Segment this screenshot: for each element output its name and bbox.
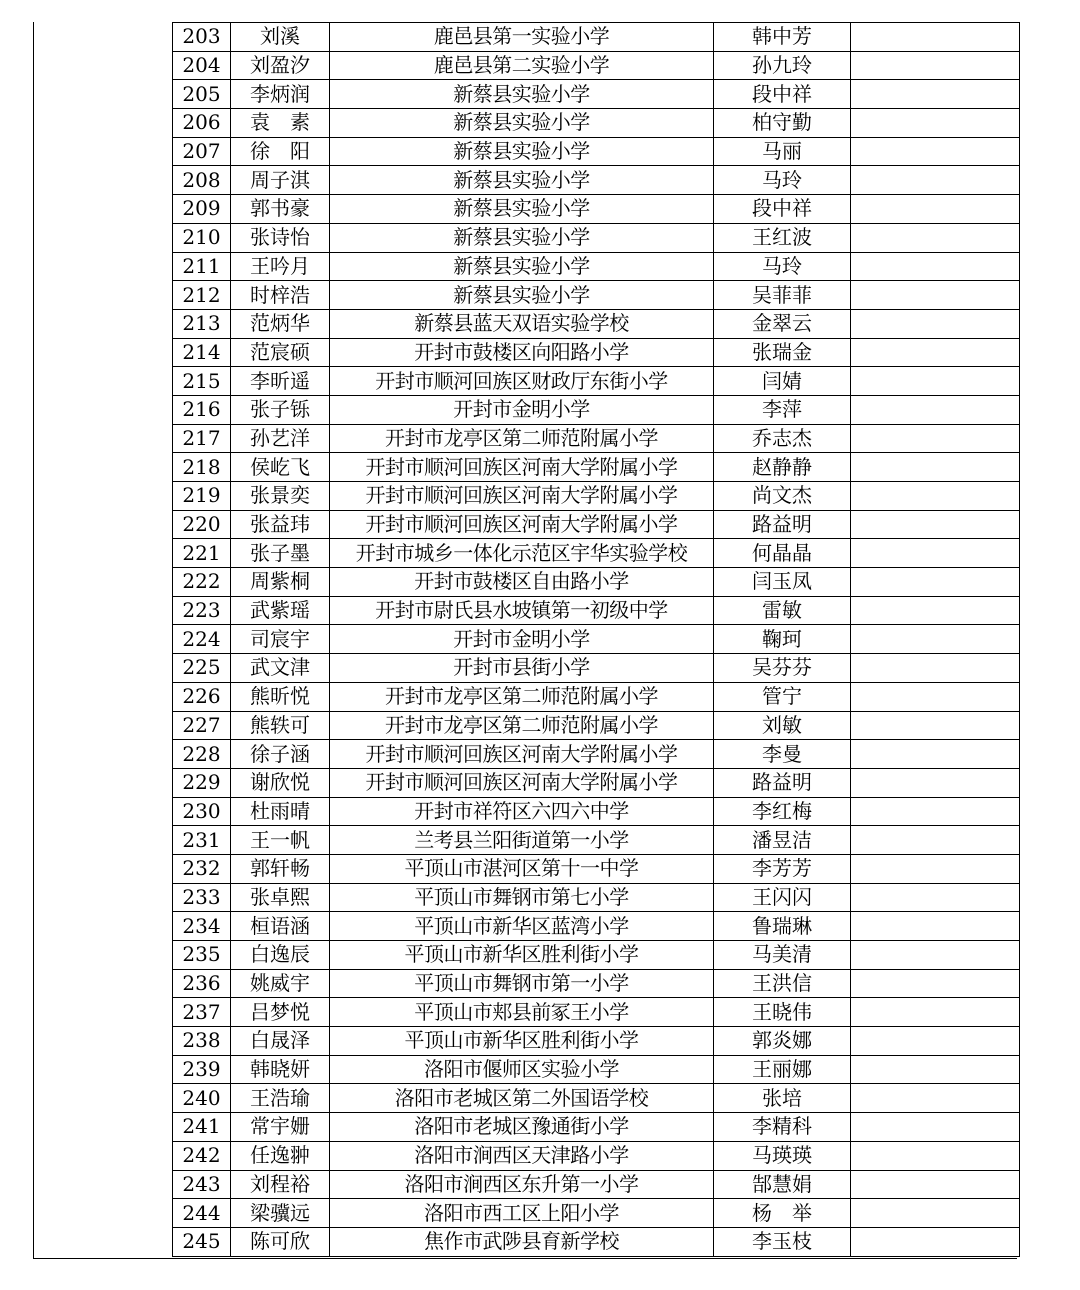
teacher-name: 王闪闪 bbox=[714, 883, 851, 912]
school-name: 鹿邑县第二实验小学 bbox=[330, 51, 714, 80]
table-row bbox=[173, 367, 1020, 396]
award-roster-table bbox=[172, 22, 1020, 1257]
student-name: 郭书豪 bbox=[231, 195, 330, 224]
school-name: 开封市顺河回族区河南大学附属小学 bbox=[330, 510, 714, 539]
student-name: 陈可欣 bbox=[231, 1227, 330, 1256]
table-row bbox=[173, 252, 1020, 281]
school-name: 洛阳市西工区上阳小学 bbox=[330, 1199, 714, 1228]
table-row bbox=[173, 453, 1020, 482]
row-number: 217 bbox=[173, 424, 231, 453]
row-number: 233 bbox=[173, 883, 231, 912]
table-row bbox=[173, 654, 1020, 683]
teacher-name: 尚文杰 bbox=[714, 482, 851, 511]
school-name: 平顶山市新华区胜利街小学 bbox=[330, 941, 714, 970]
empty-cell bbox=[851, 252, 1020, 281]
school-name: 开封市龙亭区第二师范附属小学 bbox=[330, 711, 714, 740]
table-row bbox=[173, 625, 1020, 654]
student-name: 王浩瑜 bbox=[231, 1084, 330, 1113]
teacher-name: 潘昱洁 bbox=[714, 826, 851, 855]
teacher-name: 王红波 bbox=[714, 223, 851, 252]
school-name: 开封市顺河回族区财政厅东街小学 bbox=[330, 367, 714, 396]
teacher-name: 郭炎娜 bbox=[714, 1027, 851, 1056]
school-name: 新蔡县实验小学 bbox=[330, 252, 714, 281]
roster-body bbox=[173, 23, 1020, 1257]
school-name: 新蔡县蓝天双语实验学校 bbox=[330, 309, 714, 338]
empty-cell bbox=[851, 883, 1020, 912]
teacher-name: 马玲 bbox=[714, 166, 851, 195]
student-name: 李昕遥 bbox=[231, 367, 330, 396]
table-row bbox=[173, 1199, 1020, 1228]
empty-cell bbox=[851, 826, 1020, 855]
empty-cell bbox=[851, 223, 1020, 252]
student-name: 姚威宇 bbox=[231, 969, 330, 998]
school-name: 开封市鼓楼区向阳路小学 bbox=[330, 338, 714, 367]
teacher-name: 鞠珂 bbox=[714, 625, 851, 654]
school-name: 开封市顺河回族区河南大学附属小学 bbox=[330, 740, 714, 769]
teacher-name: 段中祥 bbox=[714, 195, 851, 224]
empty-cell bbox=[851, 109, 1020, 138]
student-name: 韩晓妍 bbox=[231, 1055, 330, 1084]
teacher-name: 王丽娜 bbox=[714, 1055, 851, 1084]
row-number: 230 bbox=[173, 797, 231, 826]
table-row bbox=[173, 797, 1020, 826]
teacher-name: 郜慧娟 bbox=[714, 1170, 851, 1199]
table-row bbox=[173, 395, 1020, 424]
empty-cell bbox=[851, 453, 1020, 482]
school-name: 新蔡县实验小学 bbox=[330, 166, 714, 195]
school-name: 开封市龙亭区第二师范附属小学 bbox=[330, 682, 714, 711]
table-row bbox=[173, 826, 1020, 855]
teacher-name: 李芳芳 bbox=[714, 854, 851, 883]
school-name: 平顶山市新华区蓝湾小学 bbox=[330, 912, 714, 941]
school-name: 平顶山市舞钢市第七小学 bbox=[330, 883, 714, 912]
table-row bbox=[173, 195, 1020, 224]
row-number: 221 bbox=[173, 539, 231, 568]
bottom-rule bbox=[33, 1258, 1017, 1259]
table-row bbox=[173, 338, 1020, 367]
school-name: 洛阳市老城区豫通街小学 bbox=[330, 1113, 714, 1142]
school-name: 开封市县街小学 bbox=[330, 654, 714, 683]
table-row bbox=[173, 1084, 1020, 1113]
teacher-name: 吴芬芬 bbox=[714, 654, 851, 683]
student-name: 张子墨 bbox=[231, 539, 330, 568]
school-name: 新蔡县实验小学 bbox=[330, 80, 714, 109]
row-number: 223 bbox=[173, 596, 231, 625]
teacher-name: 李玉枝 bbox=[714, 1227, 851, 1256]
teacher-name: 李萍 bbox=[714, 395, 851, 424]
student-name: 周子淇 bbox=[231, 166, 330, 195]
teacher-name: 王晓伟 bbox=[714, 998, 851, 1027]
table-row bbox=[173, 1141, 1020, 1170]
row-number: 242 bbox=[173, 1141, 231, 1170]
table-row bbox=[173, 80, 1020, 109]
empty-cell bbox=[851, 1113, 1020, 1142]
student-name: 熊轶可 bbox=[231, 711, 330, 740]
table-row bbox=[173, 1055, 1020, 1084]
left-margin-rule bbox=[33, 22, 34, 1258]
table-row bbox=[173, 912, 1020, 941]
row-number: 211 bbox=[173, 252, 231, 281]
row-number: 220 bbox=[173, 510, 231, 539]
empty-cell bbox=[851, 854, 1020, 883]
table-row bbox=[173, 223, 1020, 252]
empty-cell bbox=[851, 510, 1020, 539]
row-number: 243 bbox=[173, 1170, 231, 1199]
empty-cell bbox=[851, 596, 1020, 625]
row-number: 212 bbox=[173, 281, 231, 310]
school-name: 鹿邑县第一实验小学 bbox=[330, 23, 714, 52]
row-number: 205 bbox=[173, 80, 231, 109]
teacher-name: 王洪信 bbox=[714, 969, 851, 998]
empty-cell bbox=[851, 482, 1020, 511]
school-name: 洛阳市老城区第二外国语学校 bbox=[330, 1084, 714, 1113]
teacher-name: 段中祥 bbox=[714, 80, 851, 109]
row-number: 229 bbox=[173, 768, 231, 797]
teacher-name: 乔志杰 bbox=[714, 424, 851, 453]
school-name: 平顶山市舞钢市第一小学 bbox=[330, 969, 714, 998]
teacher-name: 李精科 bbox=[714, 1113, 851, 1142]
row-number: 204 bbox=[173, 51, 231, 80]
school-name: 洛阳市偃师区实验小学 bbox=[330, 1055, 714, 1084]
row-number: 234 bbox=[173, 912, 231, 941]
student-name: 徐 阳 bbox=[231, 137, 330, 166]
row-number: 210 bbox=[173, 223, 231, 252]
school-name: 开封市金明小学 bbox=[330, 625, 714, 654]
student-name: 郭轩畅 bbox=[231, 854, 330, 883]
table-row bbox=[173, 109, 1020, 138]
row-number: 224 bbox=[173, 625, 231, 654]
row-number: 203 bbox=[173, 23, 231, 52]
teacher-name: 李曼 bbox=[714, 740, 851, 769]
student-name: 刘程裕 bbox=[231, 1170, 330, 1199]
row-number: 209 bbox=[173, 195, 231, 224]
table-row bbox=[173, 539, 1020, 568]
teacher-name: 何晶晶 bbox=[714, 539, 851, 568]
student-name: 常宇姗 bbox=[231, 1113, 330, 1142]
empty-cell bbox=[851, 768, 1020, 797]
empty-cell bbox=[851, 137, 1020, 166]
row-number: 213 bbox=[173, 309, 231, 338]
row-number: 235 bbox=[173, 941, 231, 970]
row-number: 228 bbox=[173, 740, 231, 769]
table-row bbox=[173, 1227, 1020, 1256]
student-name: 时梓浩 bbox=[231, 281, 330, 310]
table-row bbox=[173, 424, 1020, 453]
student-name: 张益玮 bbox=[231, 510, 330, 539]
student-name: 徐子涵 bbox=[231, 740, 330, 769]
student-name: 刘盈汐 bbox=[231, 51, 330, 80]
empty-cell bbox=[851, 998, 1020, 1027]
school-name: 开封市尉氏县水坡镇第一初级中学 bbox=[330, 596, 714, 625]
student-name: 武文津 bbox=[231, 654, 330, 683]
empty-cell bbox=[851, 654, 1020, 683]
table-row bbox=[173, 969, 1020, 998]
school-name: 开封市城乡一体化示范区宇华实验学校 bbox=[330, 539, 714, 568]
table-row bbox=[173, 309, 1020, 338]
student-name: 桓语涵 bbox=[231, 912, 330, 941]
empty-cell bbox=[851, 367, 1020, 396]
empty-cell bbox=[851, 1141, 1020, 1170]
teacher-name: 马瑛瑛 bbox=[714, 1141, 851, 1170]
table-row bbox=[173, 281, 1020, 310]
teacher-name: 刘敏 bbox=[714, 711, 851, 740]
student-name: 袁 素 bbox=[231, 109, 330, 138]
teacher-name: 马玲 bbox=[714, 252, 851, 281]
empty-cell bbox=[851, 1084, 1020, 1113]
teacher-name: 张培 bbox=[714, 1084, 851, 1113]
empty-cell bbox=[851, 281, 1020, 310]
teacher-name: 路益明 bbox=[714, 768, 851, 797]
empty-cell bbox=[851, 941, 1020, 970]
teacher-name: 柏守勤 bbox=[714, 109, 851, 138]
empty-cell bbox=[851, 1055, 1020, 1084]
school-name: 新蔡县实验小学 bbox=[330, 137, 714, 166]
row-number: 226 bbox=[173, 682, 231, 711]
empty-cell bbox=[851, 1199, 1020, 1228]
table-row bbox=[173, 883, 1020, 912]
school-name: 开封市顺河回族区河南大学附属小学 bbox=[330, 453, 714, 482]
teacher-name: 韩中芳 bbox=[714, 23, 851, 52]
student-name: 周紫桐 bbox=[231, 568, 330, 597]
row-number: 208 bbox=[173, 166, 231, 195]
row-number: 218 bbox=[173, 453, 231, 482]
row-number: 245 bbox=[173, 1227, 231, 1256]
empty-cell bbox=[851, 23, 1020, 52]
row-number: 216 bbox=[173, 395, 231, 424]
table-row bbox=[173, 1170, 1020, 1199]
student-name: 杜雨晴 bbox=[231, 797, 330, 826]
row-number: 244 bbox=[173, 1199, 231, 1228]
student-name: 张诗怡 bbox=[231, 223, 330, 252]
empty-cell bbox=[851, 625, 1020, 654]
table-row bbox=[173, 854, 1020, 883]
row-number: 240 bbox=[173, 1084, 231, 1113]
row-number: 238 bbox=[173, 1027, 231, 1056]
teacher-name: 鲁瑞琳 bbox=[714, 912, 851, 941]
student-name: 梁骥远 bbox=[231, 1199, 330, 1228]
row-number: 207 bbox=[173, 137, 231, 166]
school-name: 新蔡县实验小学 bbox=[330, 195, 714, 224]
empty-cell bbox=[851, 969, 1020, 998]
table-row bbox=[173, 596, 1020, 625]
empty-cell bbox=[851, 912, 1020, 941]
table-row bbox=[173, 137, 1020, 166]
school-name: 焦作市武陟县育新学校 bbox=[330, 1227, 714, 1256]
school-name: 洛阳市涧西区天津路小学 bbox=[330, 1141, 714, 1170]
row-number: 231 bbox=[173, 826, 231, 855]
empty-cell bbox=[851, 338, 1020, 367]
row-number: 222 bbox=[173, 568, 231, 597]
table-row bbox=[173, 510, 1020, 539]
empty-cell bbox=[851, 80, 1020, 109]
student-name: 王吟月 bbox=[231, 252, 330, 281]
row-number: 214 bbox=[173, 338, 231, 367]
student-name: 任逸翀 bbox=[231, 1141, 330, 1170]
teacher-name: 闫婧 bbox=[714, 367, 851, 396]
row-number: 239 bbox=[173, 1055, 231, 1084]
row-number: 227 bbox=[173, 711, 231, 740]
teacher-name: 李红梅 bbox=[714, 797, 851, 826]
row-number: 219 bbox=[173, 482, 231, 511]
empty-cell bbox=[851, 1227, 1020, 1256]
school-name: 兰考县兰阳街道第一小学 bbox=[330, 826, 714, 855]
school-name: 开封市祥符区六四六中学 bbox=[330, 797, 714, 826]
empty-cell bbox=[851, 395, 1020, 424]
student-name: 白晟泽 bbox=[231, 1027, 330, 1056]
empty-cell bbox=[851, 195, 1020, 224]
row-number: 237 bbox=[173, 998, 231, 1027]
empty-cell bbox=[851, 1027, 1020, 1056]
school-name: 新蔡县实验小学 bbox=[330, 223, 714, 252]
school-name: 开封市金明小学 bbox=[330, 395, 714, 424]
student-name: 王一帆 bbox=[231, 826, 330, 855]
school-name: 新蔡县实验小学 bbox=[330, 281, 714, 310]
table-row bbox=[173, 768, 1020, 797]
row-number: 206 bbox=[173, 109, 231, 138]
table-row bbox=[173, 568, 1020, 597]
school-name: 新蔡县实验小学 bbox=[330, 109, 714, 138]
teacher-name: 马美清 bbox=[714, 941, 851, 970]
student-name: 范炳华 bbox=[231, 309, 330, 338]
school-name: 平顶山市湛河区第十一中学 bbox=[330, 854, 714, 883]
teacher-name: 马丽 bbox=[714, 137, 851, 166]
school-name: 开封市顺河回族区河南大学附属小学 bbox=[330, 482, 714, 511]
school-name: 开封市鼓楼区自由路小学 bbox=[330, 568, 714, 597]
table-row bbox=[173, 998, 1020, 1027]
teacher-name: 孙九玲 bbox=[714, 51, 851, 80]
student-name: 吕梦悦 bbox=[231, 998, 330, 1027]
empty-cell bbox=[851, 539, 1020, 568]
student-name: 武紫瑶 bbox=[231, 596, 330, 625]
row-number: 232 bbox=[173, 854, 231, 883]
school-name: 开封市龙亭区第二师范附属小学 bbox=[330, 424, 714, 453]
table-row bbox=[173, 941, 1020, 970]
table-row bbox=[173, 23, 1020, 52]
table-row bbox=[173, 740, 1020, 769]
school-name: 洛阳市涧西区东升第一小学 bbox=[330, 1170, 714, 1199]
teacher-name: 路益明 bbox=[714, 510, 851, 539]
student-name: 张卓熙 bbox=[231, 883, 330, 912]
row-number: 236 bbox=[173, 969, 231, 998]
student-name: 李炳润 bbox=[231, 80, 330, 109]
teacher-name: 金翠云 bbox=[714, 309, 851, 338]
student-name: 白逸辰 bbox=[231, 941, 330, 970]
empty-cell bbox=[851, 740, 1020, 769]
empty-cell bbox=[851, 309, 1020, 338]
student-name: 张子铄 bbox=[231, 395, 330, 424]
teacher-name: 闫玉凤 bbox=[714, 568, 851, 597]
student-name: 刘溪 bbox=[231, 23, 330, 52]
row-number: 241 bbox=[173, 1113, 231, 1142]
school-name: 开封市顺河回族区河南大学附属小学 bbox=[330, 768, 714, 797]
empty-cell bbox=[851, 682, 1020, 711]
table-row bbox=[173, 1113, 1020, 1142]
empty-cell bbox=[851, 711, 1020, 740]
empty-cell bbox=[851, 51, 1020, 80]
table-row bbox=[173, 51, 1020, 80]
teacher-name: 张瑞金 bbox=[714, 338, 851, 367]
empty-cell bbox=[851, 568, 1020, 597]
student-name: 司宸宇 bbox=[231, 625, 330, 654]
table-row bbox=[173, 166, 1020, 195]
student-name: 侯屹飞 bbox=[231, 453, 330, 482]
row-number: 215 bbox=[173, 367, 231, 396]
empty-cell bbox=[851, 797, 1020, 826]
table-row bbox=[173, 682, 1020, 711]
student-name: 孙艺洋 bbox=[231, 424, 330, 453]
table-row bbox=[173, 1027, 1020, 1056]
teacher-name: 雷敏 bbox=[714, 596, 851, 625]
empty-cell bbox=[851, 166, 1020, 195]
empty-cell bbox=[851, 1170, 1020, 1199]
row-number: 225 bbox=[173, 654, 231, 683]
student-name: 谢欣悦 bbox=[231, 768, 330, 797]
table-row bbox=[173, 711, 1020, 740]
teacher-name: 吴菲菲 bbox=[714, 281, 851, 310]
student-name: 范宸硕 bbox=[231, 338, 330, 367]
student-name: 熊昕悦 bbox=[231, 682, 330, 711]
teacher-name: 管宁 bbox=[714, 682, 851, 711]
teacher-name: 赵静静 bbox=[714, 453, 851, 482]
empty-cell bbox=[851, 424, 1020, 453]
student-name: 张景奕 bbox=[231, 482, 330, 511]
school-name: 平顶山市郏县前冢王小学 bbox=[330, 998, 714, 1027]
table-row bbox=[173, 482, 1020, 511]
teacher-name: 杨 举 bbox=[714, 1199, 851, 1228]
school-name: 平顶山市新华区胜利街小学 bbox=[330, 1027, 714, 1056]
